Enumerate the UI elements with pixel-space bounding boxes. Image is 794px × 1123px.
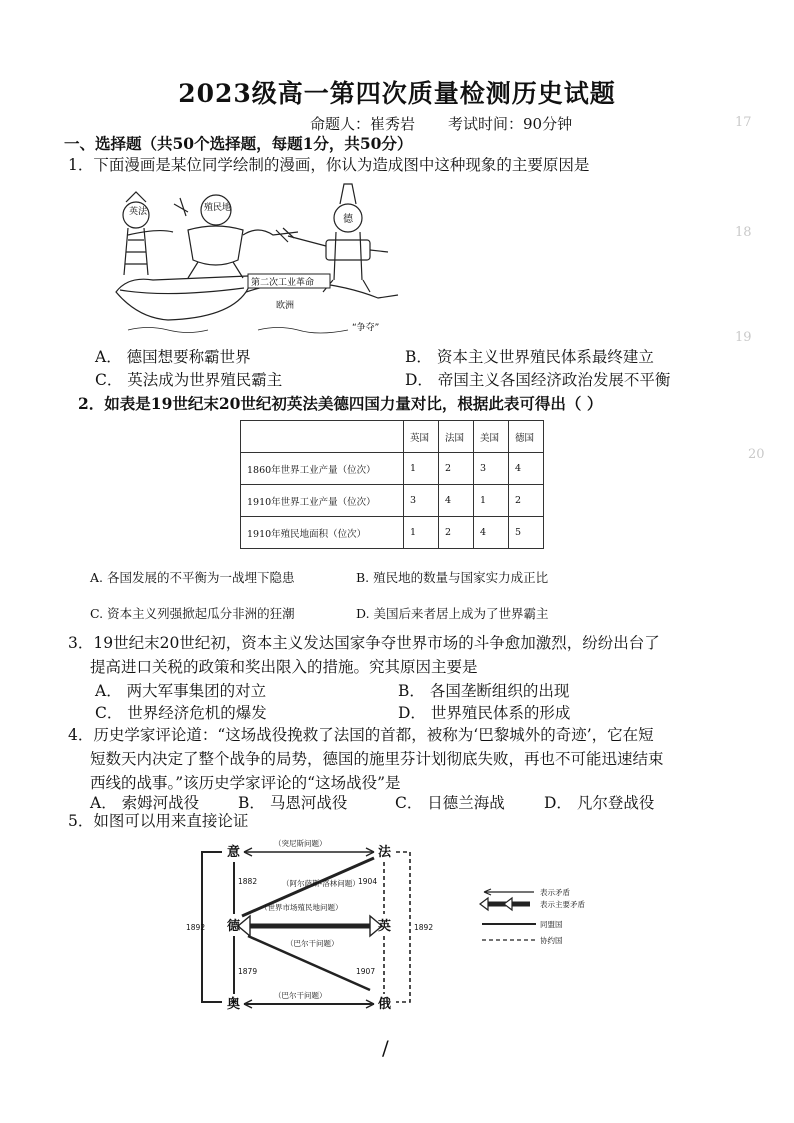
q3-stem-line1: 3．19世纪末20世纪初，资本主义发达国家争夺世界市场的斗争愈加激烈，纷纷出台了 bbox=[68, 634, 660, 652]
table-cell bbox=[241, 421, 404, 453]
q1-option-b[interactable]: B． 资本主义世界殖民体系最终建立 bbox=[405, 348, 654, 366]
q3-stem-line2: 提高进口关税的政策和奖出限入的措施。究其原因主要是 bbox=[90, 658, 478, 676]
table-row bbox=[241, 453, 544, 485]
cartoon-label-revolution: 第二次工业革命 bbox=[251, 278, 315, 288]
q3-option-c[interactable]: C． 世界经济危机的爆发 bbox=[95, 704, 267, 722]
legend-contradiction: 表示矛盾 bbox=[540, 888, 570, 897]
q3-option-a[interactable]: A． 两大军事集团的对立 bbox=[95, 682, 267, 700]
table-cell: 1910年世界工业产量（位次） bbox=[241, 485, 404, 517]
section-heading: 一、选择题（共50个选择题，每题1分，共50分） bbox=[64, 134, 413, 153]
legend-main-contradiction: 表示主要矛盾 bbox=[540, 900, 585, 909]
table-cell: 4 bbox=[439, 485, 474, 517]
table-cell: 3 bbox=[404, 485, 439, 517]
q4-line2: 短数天内决定了整个战争的局势，德国的施里芬计划彻底失败，再也不可能迅速结束 bbox=[90, 750, 664, 768]
legend-entente: 协约国 bbox=[540, 936, 563, 945]
q2-option-d[interactable]: D. 美国后来者居上成为了世界霸主 bbox=[356, 606, 549, 621]
table-header-cell: 德国 bbox=[509, 421, 544, 453]
table-header-cell: 英国 bbox=[404, 421, 439, 453]
cartoon-label-colony: 殖民地 bbox=[204, 203, 232, 213]
table-cell: 1860年世界工业产量（位次） bbox=[241, 453, 404, 485]
q4-line1: 4．历史学家评论道：“这场战役挽救了法国的首都，被称为‘巴黎城外的奇迹’，它在短 bbox=[68, 726, 654, 744]
legend bbox=[480, 889, 536, 940]
boat-shape bbox=[116, 275, 253, 320]
table-header-cell: 美国 bbox=[474, 421, 509, 453]
label-market: （世界市场殖民地问题） bbox=[260, 903, 343, 912]
q4-option-a[interactable]: A． 索姆河战役 bbox=[90, 794, 200, 812]
year-1904: 1904 bbox=[358, 877, 378, 886]
cartoon-label-europe: 欧洲 bbox=[276, 301, 295, 311]
q2-option-c[interactable]: C. 资本主义列强掀起瓜分非洲的狂潮 bbox=[90, 606, 295, 621]
q3-option-d[interactable]: D． 世界殖民体系的形成 bbox=[398, 704, 571, 722]
year-1882: 1882 bbox=[238, 877, 258, 886]
node-austria: 奥 bbox=[227, 997, 241, 1012]
label-balkan-1: （巴尔干问题） bbox=[286, 939, 339, 948]
table-cell: 2 bbox=[439, 517, 474, 549]
q2-option-a[interactable]: A. 各国发展的不平衡为一战埋下隐患 bbox=[90, 570, 295, 585]
q4-option-c[interactable]: C． 日德兰海战 bbox=[395, 794, 505, 812]
page-mark: / bbox=[382, 1036, 389, 1060]
exam-title: 2023级高一第四次质量检测历史试题 bbox=[178, 79, 616, 108]
q4-option-d[interactable]: D． 凡尔登战役 bbox=[544, 794, 655, 812]
q3-option-b[interactable]: B． 各国垄断组织的出现 bbox=[398, 682, 570, 700]
table-header-cell: 法国 bbox=[439, 421, 474, 453]
table-cell: 1 bbox=[404, 517, 439, 549]
node-italy: 意 bbox=[227, 845, 241, 860]
table-cell: 1 bbox=[404, 453, 439, 485]
table-header-row bbox=[241, 421, 544, 453]
cartoon-caption: “争夺” bbox=[352, 323, 380, 333]
label-tunis: （突尼斯问题） bbox=[274, 839, 327, 848]
node-russia: 俄 bbox=[378, 997, 392, 1012]
node-germany: 德 bbox=[227, 919, 241, 934]
q1-cartoon bbox=[108, 180, 408, 345]
q1-option-c[interactable]: C． 英法成为世界殖民霸主 bbox=[95, 371, 283, 389]
table-cell: 2 bbox=[509, 485, 544, 517]
q1-option-d[interactable]: D． 帝国主义各国经济政治发展不平衡 bbox=[405, 371, 671, 389]
q4-option-b[interactable]: B． 马恩河战役 bbox=[238, 794, 348, 812]
q1-stem: 1．下面漫画是某位同学绘制的漫画，你认为造成图中这种现象的主要原因是 bbox=[68, 156, 590, 174]
label-balkan-2: （巴尔干问题） bbox=[274, 991, 327, 1000]
table-cell: 5 bbox=[509, 517, 544, 549]
legend-alliance: 同盟国 bbox=[540, 920, 563, 929]
q5-alliance-diagram bbox=[182, 834, 622, 1024]
year-1879: 1879 bbox=[238, 967, 258, 976]
table-row bbox=[241, 517, 544, 549]
node-britain: 英 bbox=[378, 919, 392, 934]
year-1892-right: 1892 bbox=[414, 923, 434, 932]
q5-stem: 5．如图可以用来直接论证 bbox=[68, 812, 249, 830]
node-france: 法 bbox=[378, 845, 392, 860]
bleed-through-mark: 20 bbox=[748, 447, 765, 462]
table-cell: 3 bbox=[474, 453, 509, 485]
label-alsace: （阿尔萨斯-洛林问题） bbox=[282, 879, 360, 888]
table-cell: 2 bbox=[439, 453, 474, 485]
table-cell: 4 bbox=[474, 517, 509, 549]
year-1907: 1907 bbox=[356, 967, 376, 976]
cartoon-label-germany: 德 bbox=[343, 214, 353, 225]
bleed-through-mark: 17 bbox=[735, 115, 752, 130]
table-cell: 4 bbox=[509, 453, 544, 485]
q2-stem: 2．如表是19世纪末20世纪初英法美德四国力量对比，根据此表可得出（ ） bbox=[78, 394, 603, 413]
q2-comparison-table bbox=[240, 420, 544, 549]
q1-option-a[interactable]: A． 德国想要称霸世界 bbox=[95, 348, 251, 366]
bleed-through-mark: 18 bbox=[735, 225, 752, 240]
table-row bbox=[241, 485, 544, 517]
author: 命题人：崔秀岩 bbox=[310, 115, 416, 133]
exam-time: 考试时间：90分钟 bbox=[448, 115, 573, 133]
q2-option-b[interactable]: B. 殖民地的数量与国家实力成正比 bbox=[356, 570, 549, 585]
year-1892-left: 1892 bbox=[186, 923, 206, 932]
cartoon-label-britain-france: 英法 bbox=[129, 207, 148, 217]
table-cell: 1 bbox=[474, 485, 509, 517]
table-cell: 1910年殖民地面积（位次） bbox=[241, 517, 404, 549]
q4-line3: 西线的战事。”该历史学家评论的“这场战役”是 bbox=[90, 774, 401, 792]
bleed-through-mark: 19 bbox=[735, 330, 752, 345]
